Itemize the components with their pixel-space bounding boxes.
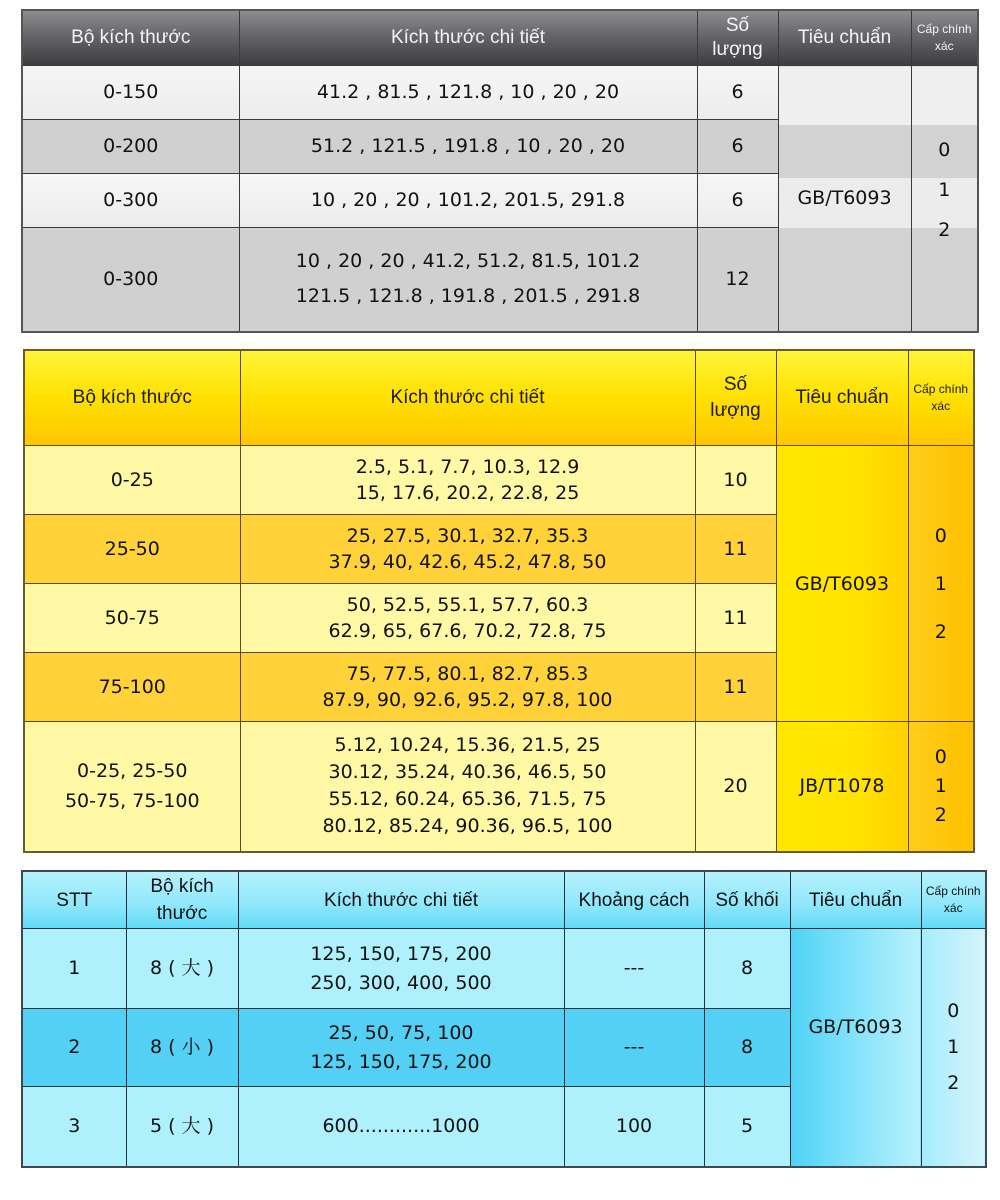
table-header-row (22, 871, 986, 929)
details-line: 62.9, 65, 67.6, 70.2, 72.8, 75 (328, 620, 607, 642)
cell-details (238, 1009, 564, 1087)
table-header-row (24, 350, 974, 446)
details-line: 55.12, 60.24, 65.36, 71.5, 75 (328, 788, 607, 811)
details-line: 5.12, 10.24, 15.36, 21.5, 25 (334, 734, 601, 757)
cell-set-size: 0-300 (22, 228, 239, 332)
header-grade-line1: Cấp chính (925, 884, 981, 898)
header-grade-line2: xác (934, 39, 954, 53)
details-line: 10 , 20 , 20 , 101.2, 201.5, 291.8 (310, 189, 626, 211)
details-line: 600............1000 (322, 1114, 480, 1137)
cell-set-size (24, 722, 240, 852)
set-size-line: 0-25, 25-50 (77, 760, 188, 783)
cell-set-size: 8 ( 大 ) (126, 929, 238, 1009)
cell-details (239, 174, 697, 228)
cell-grade (921, 929, 986, 1167)
cell-spacing: --- (564, 1009, 704, 1087)
cell-details (240, 446, 695, 515)
header-quantity-line1: Số (723, 374, 748, 395)
cell-details (239, 66, 697, 120)
header-set-size: Bộ kích thước (24, 350, 240, 446)
cell-spacing: --- (564, 929, 704, 1009)
gauge-block-table-blue (21, 870, 987, 1168)
cell-grade (911, 66, 978, 332)
grade-value: 0 (938, 139, 951, 162)
header-details: Kích thước chi tiết (239, 10, 697, 66)
cell-index: 2 (22, 1009, 126, 1087)
cell-set-size: 0-200 (22, 120, 239, 174)
cell-blocks: 8 (704, 1009, 790, 1087)
details-line: 87.9, 90, 92.6, 95.2, 97.8, 100 (322, 689, 613, 711)
details-line: 125, 150, 175, 200 (310, 1050, 492, 1073)
header-standard: Tiêu chuẩn (778, 10, 911, 66)
cell-details (240, 653, 695, 722)
cell-set-size (24, 446, 240, 515)
table-row (22, 66, 978, 120)
details-line: 80.12, 85.24, 90.36, 96.5, 100 (322, 815, 613, 838)
cell-quantity: 6 (697, 120, 778, 174)
cell-set-size: 0-150 (22, 66, 239, 120)
cell-quantity: 20 (695, 722, 776, 852)
cell-index: 3 (22, 1087, 126, 1167)
header-set-size-line1: Bộ kích (150, 876, 214, 897)
grade-value: 1 (934, 572, 947, 595)
header-set-size-line2: thước (156, 903, 208, 924)
cell-details (240, 722, 695, 852)
cell-blocks: 8 (704, 929, 790, 1009)
header-blocks: Số khối (704, 871, 790, 929)
grade-value: 0 (947, 1000, 960, 1023)
details-line: 30.12, 35.24, 40.36, 46.5, 50 (328, 761, 607, 784)
header-details: Kích thước chi tiết (240, 350, 695, 446)
grade-value: 2 (938, 219, 951, 242)
cell-details (240, 515, 695, 584)
header-set-size: Bộ kích thước (22, 10, 239, 66)
grade-value: 1 (947, 1036, 960, 1059)
set-size-line: 75-100 (98, 676, 166, 698)
grade-value: 0 (934, 524, 947, 547)
cell-set-size (24, 515, 240, 584)
grade-value: 1 (938, 179, 951, 202)
grade-value: 2 (934, 803, 947, 826)
cell-details (239, 228, 697, 332)
cell-details (238, 929, 564, 1009)
header-grade-line1: Cấp chính (916, 22, 972, 36)
details-line: 41.2 , 81.5 , 121.8 , 10 , 20 , 20 (316, 81, 620, 103)
cell-details (240, 584, 695, 653)
cell-quantity: 11 (695, 515, 776, 584)
cell-set-size: 5 ( 大 ) (126, 1087, 238, 1167)
table-row (24, 446, 974, 515)
header-grade-line1: Cấp chính (913, 382, 969, 396)
set-size-line: 50-75, 75-100 (64, 790, 200, 813)
grade-value: 0 (934, 745, 947, 768)
table-row (24, 722, 974, 852)
header-grade-line2: xác (943, 901, 963, 915)
details-line: 75, 77.5, 80.1, 82.7, 85.3 (346, 663, 589, 685)
details-line: 51.2 , 121.5 , 191.8 , 10 , 20 , 20 (310, 135, 626, 157)
cell-set-size: 8 ( 小 ) (126, 1009, 238, 1087)
header-standard: Tiêu chuẩn (776, 350, 908, 446)
cell-index: 1 (22, 929, 126, 1009)
header-quantity (697, 10, 778, 66)
details-line: 15, 17.6, 20.2, 22.8, 25 (355, 482, 580, 504)
cell-quantity: 12 (697, 228, 778, 332)
details-line: 37.9, 40, 42.6, 45.2, 47.8, 50 (328, 551, 607, 573)
details-line: 2.5, 5.1, 7.7, 10.3, 12.9 (355, 456, 580, 478)
cell-spacing: 100 (564, 1087, 704, 1167)
details-line: 25, 50, 75, 100 (328, 1021, 474, 1044)
grade-value: 2 (934, 620, 947, 643)
header-quantity-line2: lượng (712, 39, 763, 60)
cell-blocks: 5 (704, 1087, 790, 1167)
table-header-row (22, 10, 978, 66)
details-line: 125, 150, 175, 200 (310, 942, 492, 965)
cell-quantity: 11 (695, 584, 776, 653)
cell-standard: JB/T1078 (776, 722, 908, 852)
header-quantity (695, 350, 776, 446)
gauge-block-table-yellow (23, 349, 975, 853)
cell-details (239, 120, 697, 174)
cell-quantity: 10 (695, 446, 776, 515)
cell-quantity: 11 (695, 653, 776, 722)
gauge-block-table-gray (21, 9, 979, 333)
details-line: 121.5 , 121.8 , 191.8 , 201.5 , 291.8 (295, 285, 641, 308)
cell-set-size (24, 653, 240, 722)
header-grade-line2: xác (931, 399, 951, 413)
cell-grade (908, 722, 974, 852)
cell-set-size (24, 584, 240, 653)
cell-set-size: 0-300 (22, 174, 239, 228)
header-grade (908, 350, 974, 446)
details-line: 250, 300, 400, 500 (310, 971, 492, 994)
header-standard: Tiêu chuẩn (790, 871, 921, 929)
header-grade (921, 871, 986, 929)
grade-value: 2 (947, 1072, 960, 1095)
header-spacing: Khoảng cách (564, 871, 704, 929)
header-quantity-line2: lượng (710, 400, 761, 421)
cell-grade (908, 446, 974, 722)
details-line: 10 , 20 , 20 , 41.2, 51.2, 81.5, 101.2 (295, 250, 641, 273)
header-details: Kích thước chi tiết (238, 871, 564, 929)
details-line: 25, 27.5, 30.1, 32.7, 35.3 (346, 525, 589, 547)
cell-quantity: 6 (697, 174, 778, 228)
set-size-line: 25-50 (104, 538, 160, 560)
header-quantity-line1: Số (725, 15, 750, 36)
grade-value: 1 (934, 774, 947, 797)
header-index: STT (22, 871, 126, 929)
cell-standard: GB/T6093 (776, 446, 908, 722)
header-grade (911, 10, 978, 66)
cell-details (238, 1087, 564, 1167)
cell-standard: GB/T6093 (778, 66, 911, 332)
set-size-line: 50-75 (104, 607, 160, 629)
header-set-size (126, 871, 238, 929)
details-line: 50, 52.5, 55.1, 57.7, 60.3 (346, 594, 589, 616)
table-row (22, 929, 986, 1009)
cell-standard: GB/T6093 (790, 929, 921, 1167)
cell-quantity: 6 (697, 66, 778, 120)
set-size-line: 0-25 (110, 469, 154, 491)
